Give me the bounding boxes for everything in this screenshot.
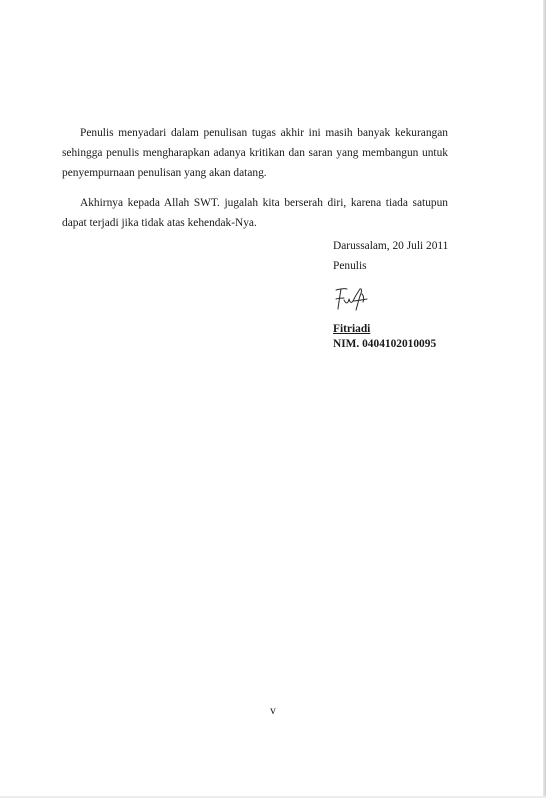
signature-icon bbox=[333, 286, 373, 312]
place-date: Darussalam, 20 Juli 2011 bbox=[333, 240, 449, 252]
author-nim: NIM. 0404102010095 bbox=[333, 337, 437, 350]
author-role: Penulis bbox=[333, 260, 367, 273]
paragraph-closing: Akhirnya kepada Allah SWT. jugalah kita berserah diri, karena tiada satupun dapat terjadi jika tidak atas kehendak-Nya. bbox=[62, 196, 448, 229]
paragraph-acknowledgement: Penulis menyadari dalam penulisan tugas akhir ini masih banyak kekurangan sehingga penulis mengharapkan adanya kritikan dan saran yang membangun untuk penyempurnaan penulisan yang akan datang. bbox=[62, 127, 448, 180]
author-block bbox=[333, 322, 436, 351]
author-name: Fitriadi bbox=[333, 323, 371, 335]
body-text bbox=[62, 123, 448, 233]
closing-block bbox=[333, 236, 448, 276]
page-number: v bbox=[270, 705, 276, 717]
